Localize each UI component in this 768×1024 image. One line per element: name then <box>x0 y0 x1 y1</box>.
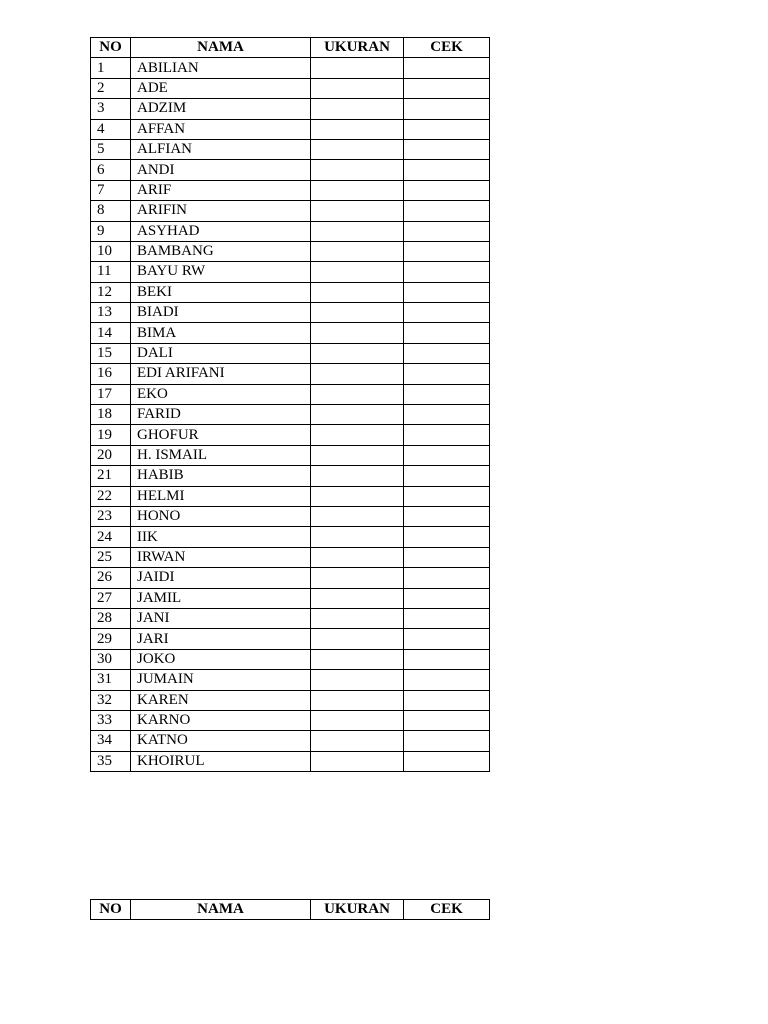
table-row <box>91 649 490 669</box>
row-nama-cell: DALI <box>131 343 311 363</box>
row-cek-cell[interactable] <box>404 690 490 710</box>
row-nama-cell: BAYU RW <box>131 262 311 282</box>
row-no-cell: 8 <box>91 201 131 221</box>
row-ukuran-cell[interactable] <box>311 466 404 486</box>
header-nama: NAMA <box>131 900 311 920</box>
row-ukuran-cell[interactable] <box>311 486 404 506</box>
row-no-cell: 13 <box>91 303 131 323</box>
table-row <box>91 303 490 323</box>
row-no-cell: 25 <box>91 547 131 567</box>
row-ukuran-cell[interactable] <box>311 180 404 200</box>
row-ukuran-cell[interactable] <box>311 710 404 730</box>
row-nama-cell: H. ISMAIL <box>131 445 311 465</box>
row-ukuran-cell[interactable] <box>311 690 404 710</box>
table-row <box>91 323 490 343</box>
row-cek-cell[interactable] <box>404 425 490 445</box>
row-ukuran-cell[interactable] <box>311 649 404 669</box>
row-cek-cell[interactable] <box>404 160 490 180</box>
row-ukuran-cell[interactable] <box>311 119 404 139</box>
row-ukuran-cell[interactable] <box>311 201 404 221</box>
row-cek-cell[interactable] <box>404 588 490 608</box>
table-row <box>91 201 490 221</box>
row-nama-cell: KAREN <box>131 690 311 710</box>
row-nama-cell: ASYHAD <box>131 221 311 241</box>
table-row <box>91 78 490 98</box>
row-no-cell: 21 <box>91 466 131 486</box>
table-row <box>91 364 490 384</box>
table-row <box>91 751 490 771</box>
header-cek: CEK <box>404 38 490 58</box>
row-nama-cell: BAMBANG <box>131 241 311 261</box>
row-nama-cell: KHOIRUL <box>131 751 311 771</box>
row-cek-cell[interactable] <box>404 527 490 547</box>
row-ukuran-cell[interactable] <box>311 751 404 771</box>
row-ukuran-cell[interactable] <box>311 323 404 343</box>
table-row <box>91 119 490 139</box>
row-nama-cell: ABILIAN <box>131 58 311 78</box>
table-row <box>91 99 490 119</box>
row-cek-cell[interactable] <box>404 649 490 669</box>
row-nama-cell: JAIDI <box>131 568 311 588</box>
row-nama-cell: IRWAN <box>131 547 311 567</box>
row-no-cell: 10 <box>91 241 131 261</box>
participant-table <box>90 37 490 772</box>
row-nama-cell: KATNO <box>131 731 311 751</box>
row-cek-cell[interactable] <box>404 506 490 526</box>
row-no-cell: 29 <box>91 629 131 649</box>
table-row <box>91 343 490 363</box>
table-row <box>91 629 490 649</box>
row-nama-cell: IIK <box>131 527 311 547</box>
row-ukuran-cell[interactable] <box>311 425 404 445</box>
row-nama-cell: AFFAN <box>131 119 311 139</box>
table-row <box>91 139 490 159</box>
row-no-cell: 7 <box>91 180 131 200</box>
row-cek-cell[interactable] <box>404 364 490 384</box>
row-cek-cell[interactable] <box>404 201 490 221</box>
row-ukuran-cell[interactable] <box>311 384 404 404</box>
table-row <box>91 710 490 730</box>
row-nama-cell: JAMIL <box>131 588 311 608</box>
row-cek-cell[interactable] <box>404 99 490 119</box>
header-no: NO <box>91 900 131 920</box>
row-nama-cell: KARNO <box>131 710 311 730</box>
row-no-cell: 14 <box>91 323 131 343</box>
row-cek-cell[interactable] <box>404 323 490 343</box>
row-cek-cell[interactable] <box>404 568 490 588</box>
row-no-cell: 1 <box>91 58 131 78</box>
header-ukuran: UKURAN <box>311 900 404 920</box>
row-cek-cell[interactable] <box>404 608 490 628</box>
row-ukuran-cell[interactable] <box>311 303 404 323</box>
table-row <box>91 405 490 425</box>
row-cek-cell[interactable] <box>404 282 490 302</box>
row-ukuran-cell[interactable] <box>311 58 404 78</box>
row-no-cell: 32 <box>91 690 131 710</box>
row-no-cell: 24 <box>91 527 131 547</box>
row-nama-cell: JANI <box>131 608 311 628</box>
row-no-cell: 27 <box>91 588 131 608</box>
table-row <box>91 568 490 588</box>
row-nama-cell: HELMI <box>131 486 311 506</box>
row-no-cell: 17 <box>91 384 131 404</box>
table-body <box>91 58 490 772</box>
table-row <box>91 241 490 261</box>
row-ukuran-cell[interactable] <box>311 364 404 384</box>
row-nama-cell: BIADI <box>131 303 311 323</box>
table-row <box>91 506 490 526</box>
row-ukuran-cell[interactable] <box>311 221 404 241</box>
row-no-cell: 22 <box>91 486 131 506</box>
row-nama-cell: HABIB <box>131 466 311 486</box>
row-no-cell: 28 <box>91 608 131 628</box>
row-no-cell: 26 <box>91 568 131 588</box>
row-ukuran-cell[interactable] <box>311 405 404 425</box>
row-cek-cell[interactable] <box>404 241 490 261</box>
row-cek-cell[interactable] <box>404 58 490 78</box>
row-no-cell: 5 <box>91 139 131 159</box>
table-header-row <box>91 900 490 920</box>
row-ukuran-cell[interactable] <box>311 608 404 628</box>
table-row <box>91 670 490 690</box>
table-row <box>91 160 490 180</box>
row-cek-cell[interactable] <box>404 139 490 159</box>
row-ukuran-cell[interactable] <box>311 445 404 465</box>
row-nama-cell: FARID <box>131 405 311 425</box>
row-cek-cell[interactable] <box>404 466 490 486</box>
row-ukuran-cell[interactable] <box>311 343 404 363</box>
header-nama: NAMA <box>131 38 311 58</box>
row-cek-cell[interactable] <box>404 384 490 404</box>
participant-table-page-2 <box>90 899 490 920</box>
row-ukuran-cell[interactable] <box>311 527 404 547</box>
row-no-cell: 33 <box>91 710 131 730</box>
table-row <box>91 527 490 547</box>
table-row <box>91 58 490 78</box>
row-no-cell: 20 <box>91 445 131 465</box>
row-cek-cell[interactable] <box>404 78 490 98</box>
row-ukuran-cell[interactable] <box>311 99 404 119</box>
row-nama-cell: GHOFUR <box>131 425 311 445</box>
row-cek-cell[interactable] <box>404 731 490 751</box>
row-nama-cell: EDI ARIFANI <box>131 364 311 384</box>
row-no-cell: 12 <box>91 282 131 302</box>
row-nama-cell: ANDI <box>131 160 311 180</box>
row-cek-cell[interactable] <box>404 180 490 200</box>
row-no-cell: 11 <box>91 262 131 282</box>
table-row <box>91 608 490 628</box>
row-cek-cell[interactable] <box>404 547 490 567</box>
row-ukuran-cell[interactable] <box>311 629 404 649</box>
row-ukuran-cell[interactable] <box>311 241 404 261</box>
row-ukuran-cell[interactable] <box>311 670 404 690</box>
table-row <box>91 262 490 282</box>
row-nama-cell: BEKI <box>131 282 311 302</box>
table-row <box>91 588 490 608</box>
row-nama-cell: ARIF <box>131 180 311 200</box>
table-row <box>91 466 490 486</box>
table-row <box>91 486 490 506</box>
table-row <box>91 425 490 445</box>
row-ukuran-cell[interactable] <box>311 78 404 98</box>
row-cek-cell[interactable] <box>404 445 490 465</box>
row-no-cell: 19 <box>91 425 131 445</box>
row-no-cell: 23 <box>91 506 131 526</box>
row-no-cell: 35 <box>91 751 131 771</box>
row-nama-cell: JARI <box>131 629 311 649</box>
row-cek-cell[interactable] <box>404 119 490 139</box>
row-nama-cell: ALFIAN <box>131 139 311 159</box>
row-no-cell: 4 <box>91 119 131 139</box>
row-ukuran-cell[interactable] <box>311 160 404 180</box>
row-cek-cell[interactable] <box>404 751 490 771</box>
row-nama-cell: EKO <box>131 384 311 404</box>
row-cek-cell[interactable] <box>404 262 490 282</box>
row-cek-cell[interactable] <box>404 221 490 241</box>
row-cek-cell[interactable] <box>404 629 490 649</box>
row-no-cell: 30 <box>91 649 131 669</box>
row-no-cell: 15 <box>91 343 131 363</box>
row-no-cell: 6 <box>91 160 131 180</box>
row-nama-cell: JOKO <box>131 649 311 669</box>
row-cek-cell[interactable] <box>404 405 490 425</box>
row-nama-cell: JUMAIN <box>131 670 311 690</box>
row-ukuran-cell[interactable] <box>311 731 404 751</box>
row-no-cell: 34 <box>91 731 131 751</box>
row-no-cell: 16 <box>91 364 131 384</box>
row-ukuran-cell[interactable] <box>311 568 404 588</box>
table-row <box>91 384 490 404</box>
row-cek-cell[interactable] <box>404 710 490 730</box>
row-ukuran-cell[interactable] <box>311 262 404 282</box>
row-ukuran-cell[interactable] <box>311 139 404 159</box>
row-ukuran-cell[interactable] <box>311 588 404 608</box>
table-row <box>91 180 490 200</box>
row-nama-cell: BIMA <box>131 323 311 343</box>
row-cek-cell[interactable] <box>404 343 490 363</box>
row-nama-cell: ADE <box>131 78 311 98</box>
row-nama-cell: HONO <box>131 506 311 526</box>
row-no-cell: 3 <box>91 99 131 119</box>
table-row <box>91 547 490 567</box>
row-no-cell: 2 <box>91 78 131 98</box>
row-nama-cell: ADZIM <box>131 99 311 119</box>
row-ukuran-cell[interactable] <box>311 506 404 526</box>
row-cek-cell[interactable] <box>404 486 490 506</box>
row-no-cell: 18 <box>91 405 131 425</box>
header-ukuran: UKURAN <box>311 38 404 58</box>
row-no-cell: 9 <box>91 221 131 241</box>
row-ukuran-cell[interactable] <box>311 282 404 302</box>
table-row <box>91 690 490 710</box>
table-row <box>91 731 490 751</box>
table-header-row <box>91 38 490 58</box>
header-no: NO <box>91 38 131 58</box>
row-cek-cell[interactable] <box>404 303 490 323</box>
row-ukuran-cell[interactable] <box>311 547 404 567</box>
row-nama-cell: ARIFIN <box>131 201 311 221</box>
table-row <box>91 221 490 241</box>
row-cek-cell[interactable] <box>404 670 490 690</box>
table-row <box>91 282 490 302</box>
header-cek: CEK <box>404 900 490 920</box>
table-row <box>91 445 490 465</box>
row-no-cell: 31 <box>91 670 131 690</box>
